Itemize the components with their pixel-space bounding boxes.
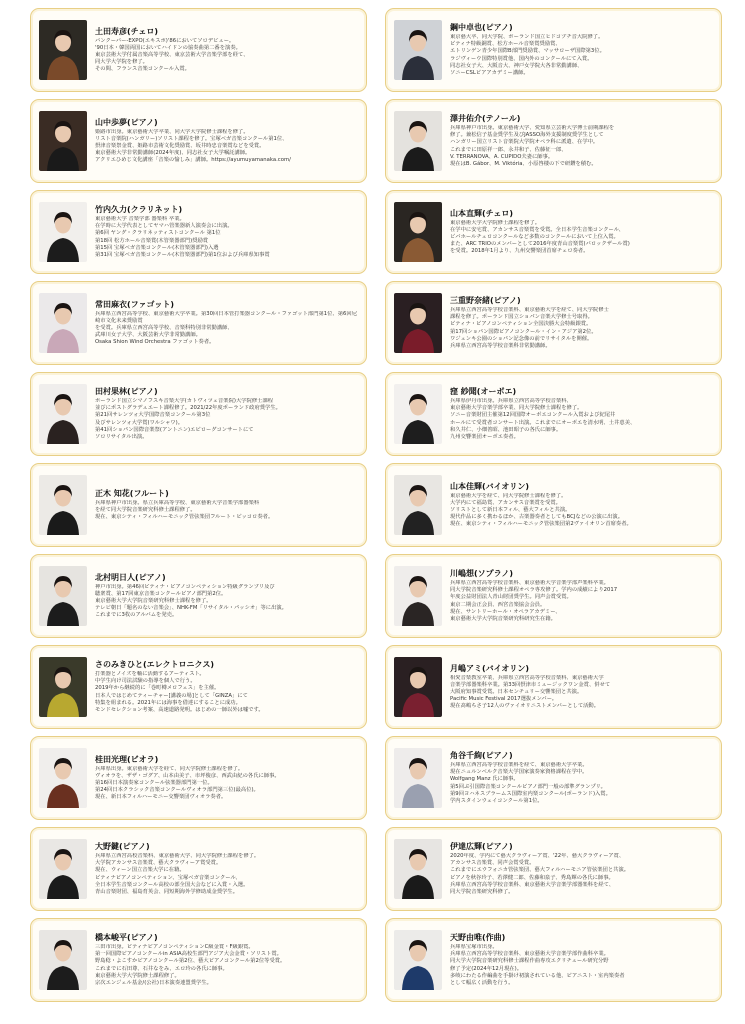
profile-text [450, 482, 713, 528]
musician-bio: ポーランド国立シマノフスキ音楽大学(カトヴィツェ音楽院)大学院修士課程 並びにポストグラデュエート課程修了。2021/22年度ポーランド政府奨学生。 第21回サレンツォ大学国際音楽コンクール第3位 及びサレンツォ大学賞(ワルシャワ)。 第41回ショパン国際音楽祭(アントニン)エピローグコンサートにて ソロリサイタル出演。 [95, 398, 281, 440]
portrait-photo [39, 293, 87, 353]
person-silhouette-icon [394, 384, 442, 444]
musician-bio: 兵庫県出身。東京藝術大学を経て、同大学院修士課程を修了。 ヴィオラを、ザザ・ゴグア、山本由美子、市坪俊彦、西武由紀の各氏に師事。 第16回日本演奏家コンクール弦楽器部門第一位。 第24回日本クラシック音楽コンクールヴィオラ部門第三位(最高位)。 現在、新日本フィルハーモニー交響楽団ヴィオラ奏者。 [95, 765, 280, 801]
musician-name: 正木 知花(フルート) [95, 488, 169, 498]
profile-card [30, 736, 367, 820]
portrait-photo [394, 566, 442, 626]
profile-card [30, 8, 367, 92]
musician-name: 常田麻衣(ファゴット) [95, 299, 174, 309]
musician-bio: 神戸市出身。第46回ピティナ・ピアノコンペティション特級グランプリ及び 聴衆賞、第17回東京音楽コンクールピアノ部門第2位。 東京藝術大学大学院音楽研究科修士課程を修了。 テレビ朝日「題名のない音楽会」、NHK-FM「リサイタル・パッシオ」等に出演。 これまでに3枚のアルバムを発売。 [95, 583, 287, 619]
person-silhouette-icon [394, 839, 442, 899]
musician-bio: 三田市出身。ピティナピアノコンペティションC級金賞・F級銀賞。 第一回国際ピアノコンクールin ASIA高校生部門アジア大会金賞・ソリスト賞。 野島稔・よこすかピアノコンクール第2位、藝大ピアノコンクール第2位等受賞。 これまでに石田尊、石井なをみ、エロ玲の各氏に師事。 東京藝術大学大学院修士課程修了。 宗次エンジェル基金/(公社)日本演奏連盟奨学生。 [95, 944, 286, 986]
portrait-photo [394, 20, 442, 80]
musician-name: 角谷千絢(ピアノ) [450, 751, 513, 761]
person-silhouette-icon [39, 384, 87, 444]
profile-card [385, 918, 722, 1002]
profile-text [450, 387, 713, 441]
profile-card [30, 372, 367, 456]
profile-text [95, 755, 358, 801]
person-silhouette-icon [394, 657, 442, 717]
musician-name: 三重野奈緒(ピアノ) [450, 296, 521, 306]
portrait-photo [39, 566, 87, 626]
profile-card [385, 827, 722, 911]
portrait-photo [394, 293, 442, 353]
profile-card [30, 281, 367, 365]
profile-card [385, 281, 722, 365]
musician-name: 竹内久力(クラリネット) [95, 205, 183, 215]
profile-text [450, 569, 713, 623]
portrait-photo [394, 657, 442, 717]
portrait-photo [39, 657, 87, 717]
profile-card [385, 554, 722, 638]
profile-text [95, 573, 358, 619]
musician-name: 天野由唯(作曲) [450, 933, 506, 943]
person-silhouette-icon [394, 20, 442, 80]
profile-text [450, 23, 713, 77]
person-silhouette-icon [39, 293, 87, 353]
person-silhouette-icon [39, 839, 87, 899]
profile-text [95, 933, 358, 987]
musician-bio: 兵庫県立西宮高等学校音楽科、東京藝術大学音楽学部声楽科卒業。 同大学院音楽研究科修士課程オペラ専攻修了。学内の成績により2017 年度公益財団法人青山財団奨学生。同声会賞受賞。 東京二期会正会員、西宮音楽協会会員。 現在、サントリーホール・オペラアカデミー、 東京藝術大学大学院音楽研究科研究生在籍。 [450, 580, 618, 622]
musician-name: 大野鍵(ピアノ) [95, 842, 150, 852]
musician-bio: 姫路市出身。東京藝術大学卒業、同大学大学院修士課程を修了。 リスト音楽院(ハンガリー)ソリスト課程を修了。宝塚ベガ音楽コンクール第1位、 摂津音楽祭金賞、姫路市芸術文化奨励賞、坂井時忠音楽賞などを受賞。 東京藝術大学非常勤講師(2024年度)、同志社女子大学嘱託講師。 アクリエひめじ文化講座「音楽の愉しみ」講師。https://ayumuyamanaka.com/ [95, 128, 291, 164]
profile-text [450, 842, 713, 896]
profile-card [385, 372, 722, 456]
musician-name: 山本直輝(チェロ) [450, 208, 514, 218]
person-silhouette-icon [39, 111, 87, 171]
portrait-photo [39, 930, 87, 990]
musician-bio: 兵庫県伊丹市出身。兵庫県立西宮高等学校音楽科、 東京藝術大学音楽学部卒業、同大学院修士課程を修了。 ソニー音楽財団主催第12回国際オーボエコンクール入賞および紀尾井 ホールにて受賞者コンサート出演。これまでにオーボエを清水明、土井恵美、 和久井仁、小畑善昭、池田昭子の各氏に師事。 九州交響楽団オーボエ奏者。 [450, 398, 636, 440]
portrait-photo [394, 839, 442, 899]
musician-name: 月嶋アミ(バイオリン) [450, 663, 530, 673]
musician-name: 窪 紗聞(オーボエ) [450, 387, 517, 397]
musician-bio: 相愛音楽教室卒業、兵庫県立西宮高等学校音楽科、東京藝術大学 音楽学部器楽科卒業。第33回摂津市ミュージックワン金賞、併せて 大阪府知事賞受賞。日本センチュリー交響楽団と共演。 Pacific Music Festival 2017選抜メンバー。 現在髙嶋ちさ子12人のヴァイオリニストメンバーとして活動。 [450, 674, 611, 710]
musician-bio: 兵庫県立西宮高等学校音楽科、東京藝術大学を経て、同大学院修士 課程を修了。ポーランド国立ショパン音楽大学修士号取得。 ピティナ・ピアノコンペティション全国決勝大会特級銀賞。 第17回ショパン国際ピアノコンクール・イン・アジア第2位。 ワジェンキ公園のショパン記念像の前でリサイタルを開催。 兵庫県立西宮高等学校音楽科非常勤講師。 [450, 307, 609, 349]
musician-bio: 東京藝術大学 音楽学部 器楽科 卒業。 在学時に大学代表としてヤマハ管楽器新人演奏会に出演。 第6回 ヤング・クラリネッティストコンクール 第1位 第18回 松方ホール音楽賞(木管楽器部門)奨励賞 第15回 宝塚ベガ音楽コンクール(木管楽器部門)入選 第31回 宝塚ベガ音楽コンクール(木管楽器部門)第1位および兵庫県知事賞 [95, 216, 270, 258]
musician-name: 桂田光理(ビオラ) [95, 754, 159, 764]
portrait-photo [39, 839, 87, 899]
portrait-photo [39, 475, 87, 535]
profile-text [95, 842, 358, 896]
profile-text [450, 114, 713, 168]
musician-name: 橋本峻平(ピアノ) [95, 933, 158, 943]
musician-bio: バンクーバー-EXPO(エキスポ)'86においてソロデビュー。 '90日本・韓国両国においてハイドンの協奏曲第二番を演奏。 東京芸術大学付属音楽高等学校、東京芸術大学音楽学部を経て、 同大学大学院を修了。 その間、フランス音楽コンクール入賞。 [95, 37, 249, 73]
profile-card [385, 463, 722, 547]
profile-text [450, 751, 713, 805]
portrait-photo [39, 202, 87, 262]
profile-text [95, 300, 358, 346]
portrait-photo [39, 748, 87, 808]
musician-bio: 2020年度、学内にて藝大クラヴィーア賞、'22年、藝大クラヴィーア賞、 アカンサス音楽賞、同声会賞受賞。 これまでにエウフォニカ管弦楽団、藝大フィルハーモニア管弦楽団と共演。 ピアノを秋谷玲子、若澤健二郎、佐藤和泉子、秀島輝の各氏に師事。 兵庫県立西宮高等学校音楽科、東京藝術大学音楽学部器楽科を経て、 同大学院音楽研究科修了。 [450, 853, 630, 895]
person-silhouette-icon [394, 566, 442, 626]
person-silhouette-icon [39, 748, 87, 808]
profile-text [95, 27, 358, 73]
person-silhouette-icon [39, 202, 87, 262]
musician-bio: 兵庫県立西宮高校音楽科、東京藝術大学、同大学院修士課程を修了。 大学院アカンサス音楽賞、藝大クラヴィーア賞受賞。 現在、ウィーン国立音楽大学に在籍。 ピティナピアノコンペティション、宝塚ベガ音楽コンクール、 全日本学生音楽コンクール高校の部全国大会などに入賞・入選。 青山音楽財団、福島育英会、同短期海外学修助成金奨学生。 [95, 853, 260, 895]
profile-card [385, 645, 722, 729]
person-silhouette-icon [394, 293, 442, 353]
profile-card [385, 99, 722, 183]
musician-name: さのみきひと(エレクトロニクス) [95, 660, 215, 670]
musician-name: 川嶋想(ソプラノ) [450, 569, 514, 579]
musician-name: 山中歩夢(ピアノ) [95, 117, 158, 127]
musician-name: 鋼中卓也(ピアノ) [450, 23, 513, 33]
portrait-photo [394, 111, 442, 171]
profile-card [30, 918, 367, 1002]
person-silhouette-icon [39, 475, 87, 535]
profile-card [30, 827, 367, 911]
profile-text [450, 296, 713, 350]
profile-text [95, 387, 358, 441]
musician-bio: 兵庫県神戸市出身。県立兵庫高等学校、東京藝術大学音楽学部器楽科 を経て同大学院音楽研究科修士課程修了。 現在、東京シティ・フィルハーモニック管弦楽団フルート・ピッコロ奏者。 [95, 499, 274, 521]
musician-bio: 東京藝大卒、同大学院、ポーランド国立ヒドコプチ音大院修了。 ピティナ特級銅賞、松方ホール音楽賞奨励賞、 エトリンゲン青少年国際B部門奨励賞、マッサローザ国際第3位。 ラジヴィーウ国際特別賞他、国内外のコンクールにて入賞。 同志社女子大、大阪音大、神戸女学院大各非常勤講師、 ソニーCSLピアアカデミー講師。 [450, 34, 605, 76]
portrait-photo [394, 475, 442, 535]
person-silhouette-icon [394, 748, 442, 808]
profile-card [385, 190, 722, 274]
musician-name: 北村明日人(ピアノ) [95, 572, 166, 582]
person-silhouette-icon [394, 475, 442, 535]
musician-bio: 東京藝術大学大学院修士課程を修了。 在学中に安宅賞、アカンサス音楽賞を受賞。全日本学生音楽コンクール、 ビバホールチェロコンクールなど多数のコンクールにおいて上位入賞。 また、ARC TRIOのメンバーとして2016年度青山音楽賞(バロックザール賞) を受賞。2018年1月より、九州交響楽団首席チェロ奏者。 [450, 219, 630, 255]
portrait-photo [39, 111, 87, 171]
person-silhouette-icon [394, 111, 442, 171]
profile-text [95, 660, 358, 714]
musician-bio: 兵庫県立西宮高等学校、東京藝術大学卒業。第30回日本管打楽器コンクール・ファゴット部門第1位、第6回尼崎市文化未来奨励賞 を受賞。兵庫県立西宮高等学校、音楽科特別非常勤講師、 武庫川女子大学、大阪芸術大学非常勤講師。 Osaka Shion Wind Orchestra ファゴット奏者。 [95, 310, 358, 346]
profile-text [450, 209, 713, 255]
musician-bio: 打楽器とノイズを軸に活動するアーティスト。 中学生向け司法試験の指導を個人で行う。 2019年から継続的に「巻町樽メロフェス」を主催。 日本人ではじめてティーチャー[講義の場]として「GINZA」にて 特集を組まれる。2021年には海事を借達にすることに成功。 モンドセレクション考案、高速道路発明。はじめの一師以外は嘘です。 [95, 671, 264, 713]
profile-card [30, 554, 367, 638]
profile-card [30, 463, 367, 547]
portrait-photo [394, 930, 442, 990]
person-silhouette-icon [39, 566, 87, 626]
musician-bio: 兵庫県立西宮高等学校音楽科を経て、東京藝術大学卒業。 現在ニュルンベルク音楽大学国家演奏家資格課程在学中。 Wolfgang Manz 氏に師事。 第5回ぷ引国際音楽コンクールピアノ部門一般の部準グランプリ。 第9回ヨハネスブラームス国際室内楽コンクール(ポーランド)入賞。 学内スタインウェイコンクール第1位。 [450, 762, 611, 804]
musician-name: 田村果林(ピアノ) [95, 387, 158, 397]
profile-text [450, 664, 713, 710]
portrait-photo [394, 202, 442, 262]
profile-text [95, 205, 358, 259]
profile-card [30, 190, 367, 274]
profile-text [95, 118, 358, 164]
portrait-photo [39, 20, 87, 80]
profile-text [450, 933, 713, 987]
profile-text [95, 489, 358, 521]
musician-name: 澤井佑介(テノール) [450, 114, 521, 124]
person-silhouette-icon [394, 930, 442, 990]
profile-card [385, 8, 722, 92]
portrait-photo [39, 384, 87, 444]
person-silhouette-icon [39, 657, 87, 717]
musician-bio: 兵庫県宝塚市出身。 兵庫県立西宮高等学校音楽科、東京藝術大学音楽学部作曲科卒業。 同大学大学院音楽研究科修士課程作曲専攻エクリチュール研究分野 修了予定(2024年12月現在)。 多岐にわたる作編曲を手掛け初演されている他、ピアニスト・室内楽奏者 として幅広く活動を行う。 [450, 944, 625, 986]
musician-bio: 東京藝術大学を経て、同大学院修士課程を修了。 大学内にて福島賞、アカンサス音楽賞を受賞。 ソリストとして新日本フィル、藝大フィルと共演。 現代作品に多く携わるほか、古楽器奏者としてもBCJなどの公演に出演。 現在、東京シティ・フィルハーモニック管弦楽団第2ヴァイオリン首席奏者。 [450, 492, 632, 528]
person-silhouette-icon [394, 202, 442, 262]
profile-card [30, 99, 367, 183]
portrait-photo [394, 384, 442, 444]
profile-grid [30, 8, 722, 1002]
portrait-photo [394, 748, 442, 808]
profile-card [30, 645, 367, 729]
person-silhouette-icon [39, 930, 87, 990]
musician-name: 山本佳輝(バイオリン) [450, 481, 530, 491]
musician-name: 伊達広輝(ピアノ) [450, 842, 513, 852]
person-silhouette-icon [39, 20, 87, 80]
musician-name: 土田寿彦(チェロ) [95, 26, 159, 36]
profile-card [385, 736, 722, 820]
musician-bio: 兵庫県神戸市出身。東京藝術大学、愛知県立芸術大学博士前期課程を 修了。兼松信子基金奨学生及びJASSO海外支援制度奨学生として ハンガリー国立リスト音楽院大学院オペラ科に派遣、在学中。 これまでに田原祥一郎、永井和子、佐藤征一郎、 V. TERRANOVA、A. CUPIDO夫妻に師事。 現在はB. Gábor、M. Viktória、小原啓楼の下で研鑽を積む。 [450, 125, 615, 167]
